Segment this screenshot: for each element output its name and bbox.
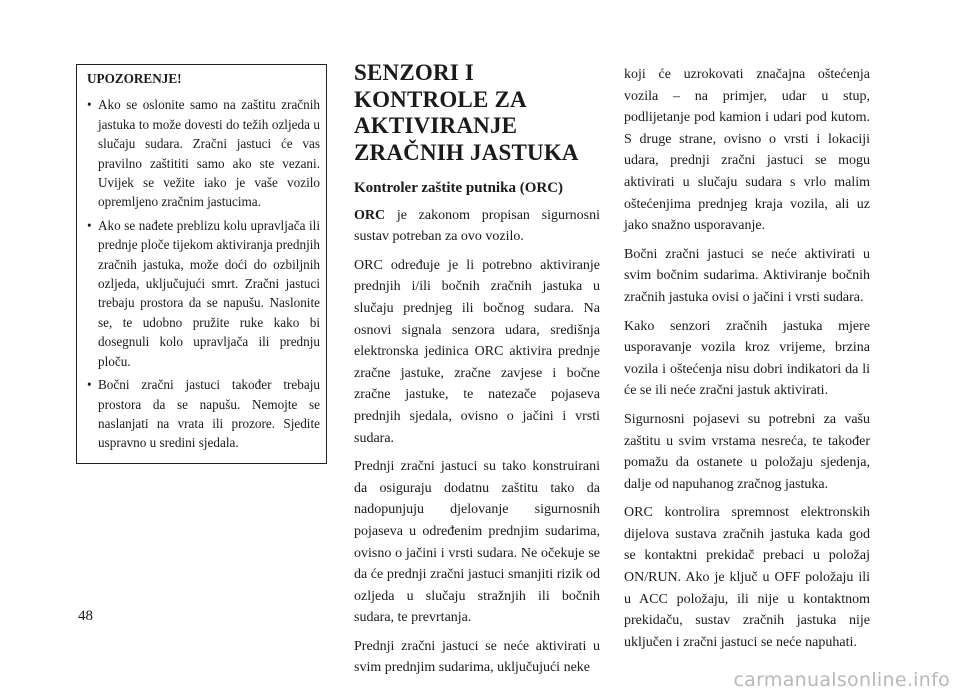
intro-text: je zakonom propisan sigurnosni sustav potreban za ovo vozilo. — [354, 207, 600, 245]
warning-list — [87, 95, 320, 452]
section-title: SENZORI I KONTROLE ZA AKTIVIRANJE ZRAČNIH JASTUKA — [354, 60, 579, 165]
watermark: carmanualsonline.info — [733, 669, 950, 691]
warning-title: UPOZORENJE! — [87, 71, 182, 86]
middle-column — [354, 60, 600, 686]
body-paragraph: Prednji zračni jastuci se neće aktivirati u svim prednjim sudarima, uključujući neke — [354, 638, 600, 676]
left-column — [76, 64, 327, 464]
intro-paragraph — [354, 205, 600, 248]
warning-box — [76, 64, 327, 464]
body-paragraph: Kako senzori zračnih jastuka mjere usporavanje vozila kroz vrijeme, brzina vozila i oštećenja nisu dobri indikatori da li će se ili neće zračni jastuk aktivirati. — [624, 318, 870, 399]
body-paragraph: Sigurnosni pojasevi su potrebni za vašu zaštitu u svim vrstama nesreća, te također pomažu da ostanete u položaju sjedenja, dalje od napuhanog zračnog jastuka. — [624, 411, 870, 492]
warning-item: • Bočni zračni jastuci također trebaju prostora da se napušu. Nemojte se naslanjati na vrata ili prozore. Sjedite uspravno u sredini sjedala. — [87, 375, 320, 453]
body-paragraph: koji će uzrokovati značajna oštećenja vozila – na primjer, udar u stup, podlijetanje pod kamion i udari pod kutom. S druge strane, ovisno o vrsti i lokaciji udara, prednji zračni jastuci se mogu aktivirati u slučaju sudara s vrlo malim oštećenjima prednjeg kraja vozila, ali uz jako snažno usporavanje. — [624, 67, 870, 234]
subheading: Kontroler zaštite putnika (ORC) — [354, 180, 564, 196]
page-number: 48 — [78, 608, 93, 624]
warning-item: • Ako se nađete preblizu kolu upravljača ili prednje ploče tijekom aktiviranja prednjih zračnih jastuka, može doći do ozbiljnih ozljeda, uključujući smrt. Zračni jastuci trebaju prostora da se napušu. Naslonite se, te udobno pružite ruke kako bi dosegnuli kolo upravljača ili prednju ploču. — [87, 216, 320, 371]
body-paragraph: Bočni zračni jastuci se neće aktivirati u svim bočnim sudarima. Aktiviranje bočnih zračnih jastuka ovisi o jačini i vrsti sudara. — [624, 246, 870, 305]
body-paragraph: ORC kontrolira spremnost elektronskih dijelova sustava zračnih jastuka kada god se kontaktni prekidač prebaci u položaj ON/RUN. Ako je ključ u OFF položaju ili u ACC položaju, ili nije u kontaktnom prekidaču, sustav zračnih jastuka nije uključen i zračni jastuci se neće napuhati. — [624, 505, 870, 650]
right-column — [624, 64, 870, 660]
body-paragraph: ORC određuje je li potrebno aktiviranje prednjih i/ili bočnih zračnih jastuka u slučaju prednjeg ili bočnog sudara. Na osnovi signala senzora udara, središnja elektronska jedinica ORC aktivira prednje zračne jastuke, zračne zavjese i bočne zračne jastuke, te natezače pojaseva prednjih sjedala, ovisno o jačini i vrsti sudara. — [354, 257, 600, 446]
intro-abbr: ORC — [354, 207, 386, 223]
body-paragraph: Prednji zračni jastuci su tako konstruirani da osiguraju dodatnu zaštitu tako da nadopunjuju djelovanje sigurnosnih pojaseva u određenim prednjim sudarima, ovisno o jačini i vrsti sudara. Ne očekuje se da će prednji zračni jastuci smanjiti rizik od ozljeda u slučaju stražnjih ili bočnih sudara, te prevrtanja. — [354, 459, 600, 626]
warning-item: • Ako se oslonite samo na zaštitu zračnih jastuka to može dovesti do težih ozljeda u slučaju sudara. Zračni jastuci će vas pravilno zaštititi samo ako ste vezani. Uvijek se vežite iako je vaše vozilo opremljeno zračnim jastucima. — [87, 95, 320, 211]
